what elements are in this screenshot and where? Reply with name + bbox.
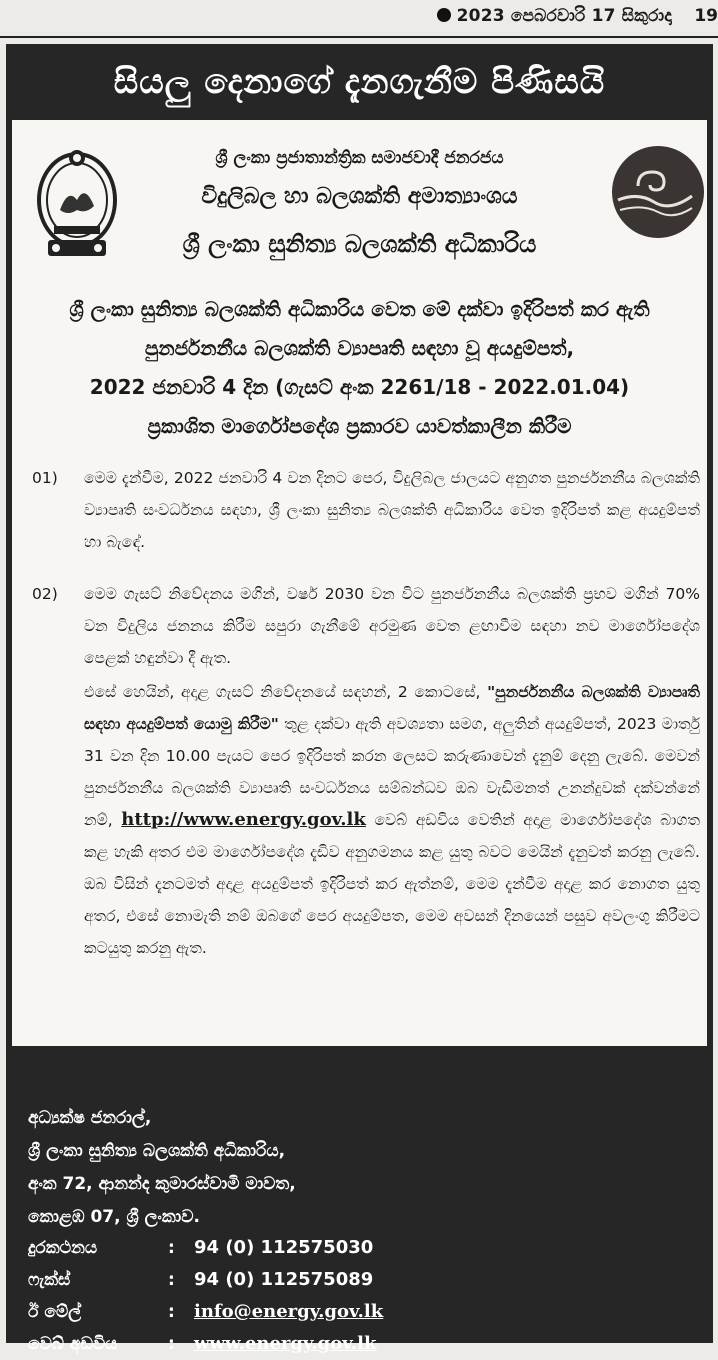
contact-row-fax	[28, 1264, 708, 1296]
notice-title	[22, 290, 697, 446]
paragraph-number: 01)	[32, 469, 58, 487]
address-line: අංක 72, ආනන්ද කුමාරස්වාමි මාවත,	[28, 1174, 296, 1194]
contact-label: ෆැක්ස්	[28, 1270, 71, 1290]
ministry-name: විදුලිබල හා බලශක්ති අමාත්‍යාංශය	[201, 184, 518, 209]
text-segment: එසේ හෙයින්, අදාළ ගැසට් නිවේදනයේ සඳහන්, 2 කොටසේ,	[84, 683, 488, 701]
text-segment: තුළ දක්වා ඇති අවශ්‍යතා සමග, අලුතින් අයදුම්පත්, 2023 මාර්තු 31 වන දින 10.00 පැයට පෙර ඉදිරිපත් කරන ලෙසට කරුණාවෙන් දැනුම් දෙනු ලැබේ. මෙවන් පුනර්ජනනීය බලශක්ති ව්‍යාපෘති සංවර්ධනය සම්බන්ධව ඔබ වැඩිමනත් උනන්දුවක් දක්වන්නේ නම්,	[84, 715, 700, 829]
contact-label: වෙබ් අඩවිය	[28, 1334, 118, 1354]
banner-heading: සියලු දෙනාගේ දැනගැනීම පිණිසයි	[113, 62, 606, 102]
paragraph-text: මෙම ගැසට් නිවේදනය මගින්, වර්ෂ 2030 වන විට පුනර්ජනනීය බලශක්ති ප්‍රභව මගින් 70% වන විදුලිය ජනනය කිරීම සපුරා ගැනීමේ අරමුණ වෙත ළඟාවීම සඳහා නව මාර්ගෝපදේශ පෙළක් හඳුන්වා දී ඇත.	[84, 585, 700, 667]
republic-name: ශ්‍රී ලංකා ප්‍රජාතාන්ත්‍රික සමාජවාදී ජනරජය	[215, 148, 504, 168]
paragraph-text: මෙම දැන්වීම, 2022 ජනවාරි 4 වන දිනට පෙර, විදුලිබල ජාලයට අනුගත පුනර්ජනනීය බලශක්ති ව්‍යාපෘති සංවර්ධනය සඳහා, ශ්‍රී ලංකා සුනිත්‍ය බලශක්ති අධිකාරිය වෙත ඉදිරිපත් කළ අයදුම්පත් හා බැඳේ.	[84, 469, 700, 551]
email-link[interactable]: info@energy.gov.lk	[194, 1301, 384, 1322]
text-segment: වෙබ් අඩවිය වෙතින් අදාළ මාර්ගෝපදේශ බාගත කළ හැකි අතර එම මාර්ගෝපදේශ දැඩිව අනුගමනය කළ යුතු බවට මෙයින් දැනුවත් කරනු ලැබේ. ඔබ විසින් දැනටමත් අදාළ අයදුම්පත් ඉදිරිපත් කර ඇත්නම්, මෙම දැන්වීම අදාළ කර නොගත යුතු අතර, එසේ නොමැති නම් ඔබගේ පෙර අයදුම්පත, මෙම අවසන් දිනයෙන් පසුව අවලංගු කිරීමට කටයුතු කරනු ඇත.	[84, 811, 700, 957]
paragraph-text	[84, 676, 700, 964]
website-link[interactable]: http://www.energy.gov.lk	[121, 809, 366, 830]
website-link[interactable]: www.energy.gov.lk	[194, 1333, 377, 1354]
address-line: කොළඹ 07, ශ්‍රී ලංකාව.	[28, 1207, 200, 1227]
contact-label: ඊ මේල්	[28, 1302, 82, 1322]
notice-panel	[12, 120, 707, 1046]
phone-value: 94 (0) 112575030	[194, 1237, 374, 1258]
contact-row-website	[28, 1328, 708, 1360]
newspaper-masthead	[0, 0, 718, 38]
contact-row-phone	[28, 1232, 708, 1264]
contact-colon: :	[168, 1238, 175, 1258]
address-block	[28, 1102, 708, 1234]
contact-colon: :	[168, 1302, 175, 1322]
contact-row-email	[28, 1296, 708, 1328]
authority-name: ශ්‍රී ලංකා සුනිත්‍ය බලශක්ති අධිකාරිය	[182, 230, 537, 258]
address-line: ශ්‍රී ලංකා සුනිත්‍ය බලශක්ති අධිකාරිය,	[28, 1141, 286, 1161]
title-line: 2022 ජනවාරි 4 දින (ගැසට් අංක 2261/18 - 2022.01.04)	[89, 375, 630, 399]
issue-date	[437, 6, 672, 26]
advertisement	[6, 44, 713, 1354]
title-line: ශ්‍රී ලංකා සුනිත්‍ය බලශක්ති අධිකාරිය වෙත මේ දක්වා ඉදිරිපත් කර ඇති	[69, 297, 650, 321]
contact-label: දුරකථනය	[28, 1238, 98, 1258]
address-line: අධ්‍යක්ෂ ජනරාල්,	[28, 1108, 152, 1128]
page-number: 19	[694, 6, 718, 26]
bullet-dot-icon	[437, 8, 451, 22]
contact-colon: :	[168, 1334, 175, 1354]
section-quote: "පුනර්ජනනීය බලශක්ති ව්‍යාපෘති සඳහා අයදුම්පත් යොමු කිරීම"	[84, 683, 700, 733]
issue-date-text: 2023 පෙබරවාරි 17 සිකුරාදා	[456, 6, 672, 26]
title-line: පුනර්ජනනීය බලශක්ති ව්‍යාපෘති සඳහා වූ අයදුම්පත්,	[144, 336, 575, 360]
contact-block	[28, 1232, 708, 1360]
paragraph-number: 02)	[32, 585, 58, 603]
title-line: ප්‍රකාශිත මාර්ගෝපදේශ ප්‍රකාරව යාවත්කාලීන කිරීම	[147, 414, 572, 438]
fax-value: 94 (0) 112575089	[194, 1269, 374, 1290]
contact-colon: :	[168, 1270, 175, 1290]
